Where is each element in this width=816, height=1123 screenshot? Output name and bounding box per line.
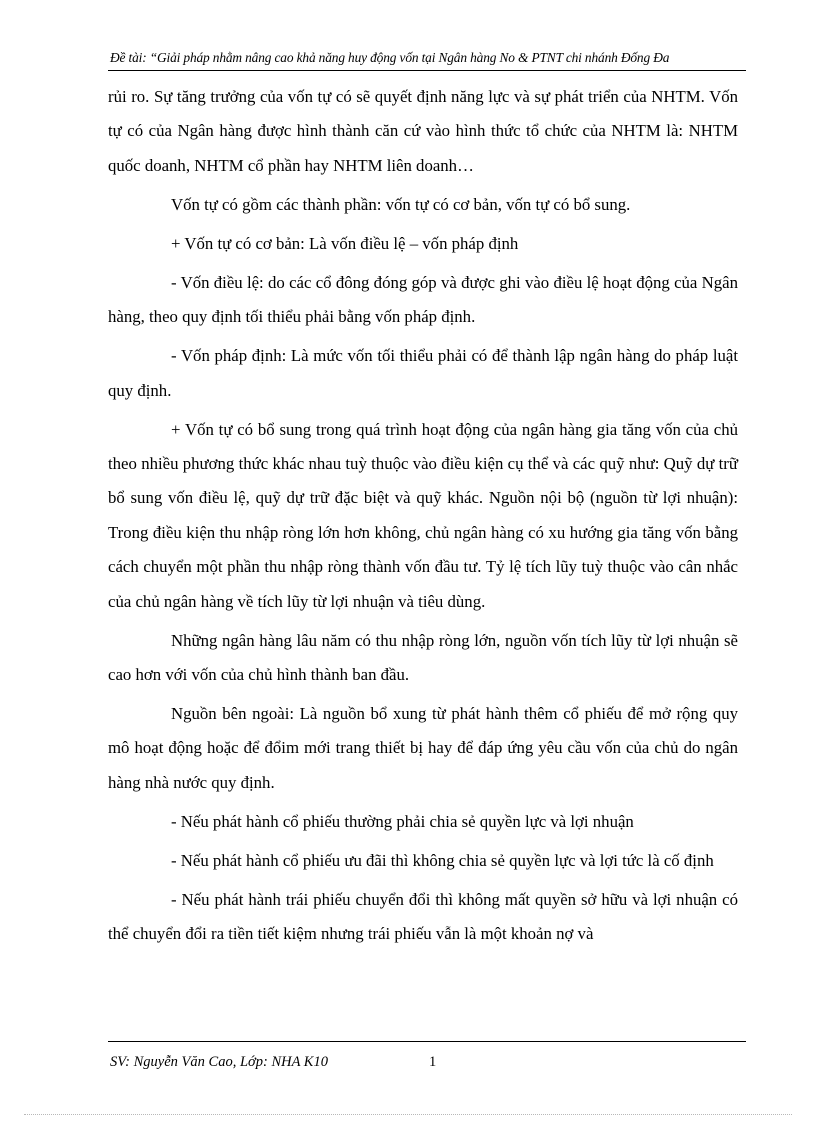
paragraph: + Vốn tự có bổ sung trong quá trình hoạt động của ngân hàng gia tăng vốn của chủ theo nhiều phương thức khác nhau tuỳ thuộc vào điều kiện cụ thể và các quỹ như: Quỹ dự trữ bổ sung vốn điều lệ, quỹ dự trữ đặc biệt và quỹ khác. Nguồn nội bộ (nguồn từ lợi nhuận): Trong điều kiện thu nhập ròng lớn hơn không, chủ ngân hàng có xu hướng gia tăng vốn bằng cách chuyển một phần thu nhập ròng thành vốn đầu tư. Tỷ lệ tích lũy tuỳ thuộc vào cân nhắc của chủ ngân hàng về tích lũy từ lợi nhuận và tiêu dùng. (108, 419, 738, 611)
paragraph: Những ngân hàng lâu năm có thu nhập ròng lớn, nguồn vốn tích lũy từ lợi nhuận sẽ cao hơn với vốn của chủ hình thành ban đầu. (108, 630, 738, 685)
paragraph: + Vốn tự có cơ bản: Là vốn điều lệ – vốn pháp định (171, 233, 519, 253)
footer-author: SV: Nguyễn Văn Cao, Lớp: NHA K10 (110, 1054, 328, 1070)
footer-divider (108, 1041, 746, 1042)
page-number: 1 (429, 1054, 437, 1070)
document-body (108, 80, 738, 956)
paragraph: - Nếu phát hành trái phiếu chuyển đổi thì không mất quyền sở hữu và lợi nhuận có thể chuyển đổi ra tiền tiết kiệm nhưng trái phiếu vẫn là một khoản nợ và (108, 889, 738, 944)
page-boundary (24, 1114, 792, 1115)
paragraph: - Vốn pháp định: Là mức vốn tối thiểu phải có để thành lập ngân hàng do pháp luật quy định. (108, 346, 738, 400)
page-header-title: Đề tài: “Giải pháp nhằm nâng cao khả năng huy động vốn tại Ngân hàng No & PTNT chi nhánh Đống Đa (110, 50, 670, 65)
paragraph: rủi ro. Sự tăng trưởng của vốn tự có sẽ quyết định năng lực và sự phát triển của NHTM. Vốn tự có của Ngân hàng được hình thành căn cứ vào hình thức tổ chức của NHTM là: NHTM quốc doanh, NHTM cổ phần hay NHTM liên doanh… (108, 87, 738, 175)
paragraph: - Vốn điều lệ: do các cổ đông đóng góp và được ghi vào điều lệ hoạt động của Ngân hàng, theo quy định tối thiểu phải bằng vốn pháp định. (108, 272, 738, 327)
paragraph: - Nếu phát hành cổ phiếu ưu đãi thì không chia sẻ quyền lực và lợi tức là cố định (171, 850, 714, 870)
paragraph: - Nếu phát hành cổ phiếu thường phải chia sẻ quyền lực và lợi nhuận (171, 811, 634, 831)
paragraph: Nguồn bên ngoài: Là nguồn bổ xung từ phát hành thêm cổ phiếu để mở rộng quy mô hoạt động hoặc để đổim mới trang thiết bị hay để đáp ứng yêu cầu vốn của chủ do ngân hàng nhà nước quy định. (108, 704, 738, 792)
paragraph: Vốn tự có gồm các thành phần: vốn tự có cơ bản, vốn tự có bổ sung. (171, 194, 631, 214)
header-divider (108, 70, 746, 71)
